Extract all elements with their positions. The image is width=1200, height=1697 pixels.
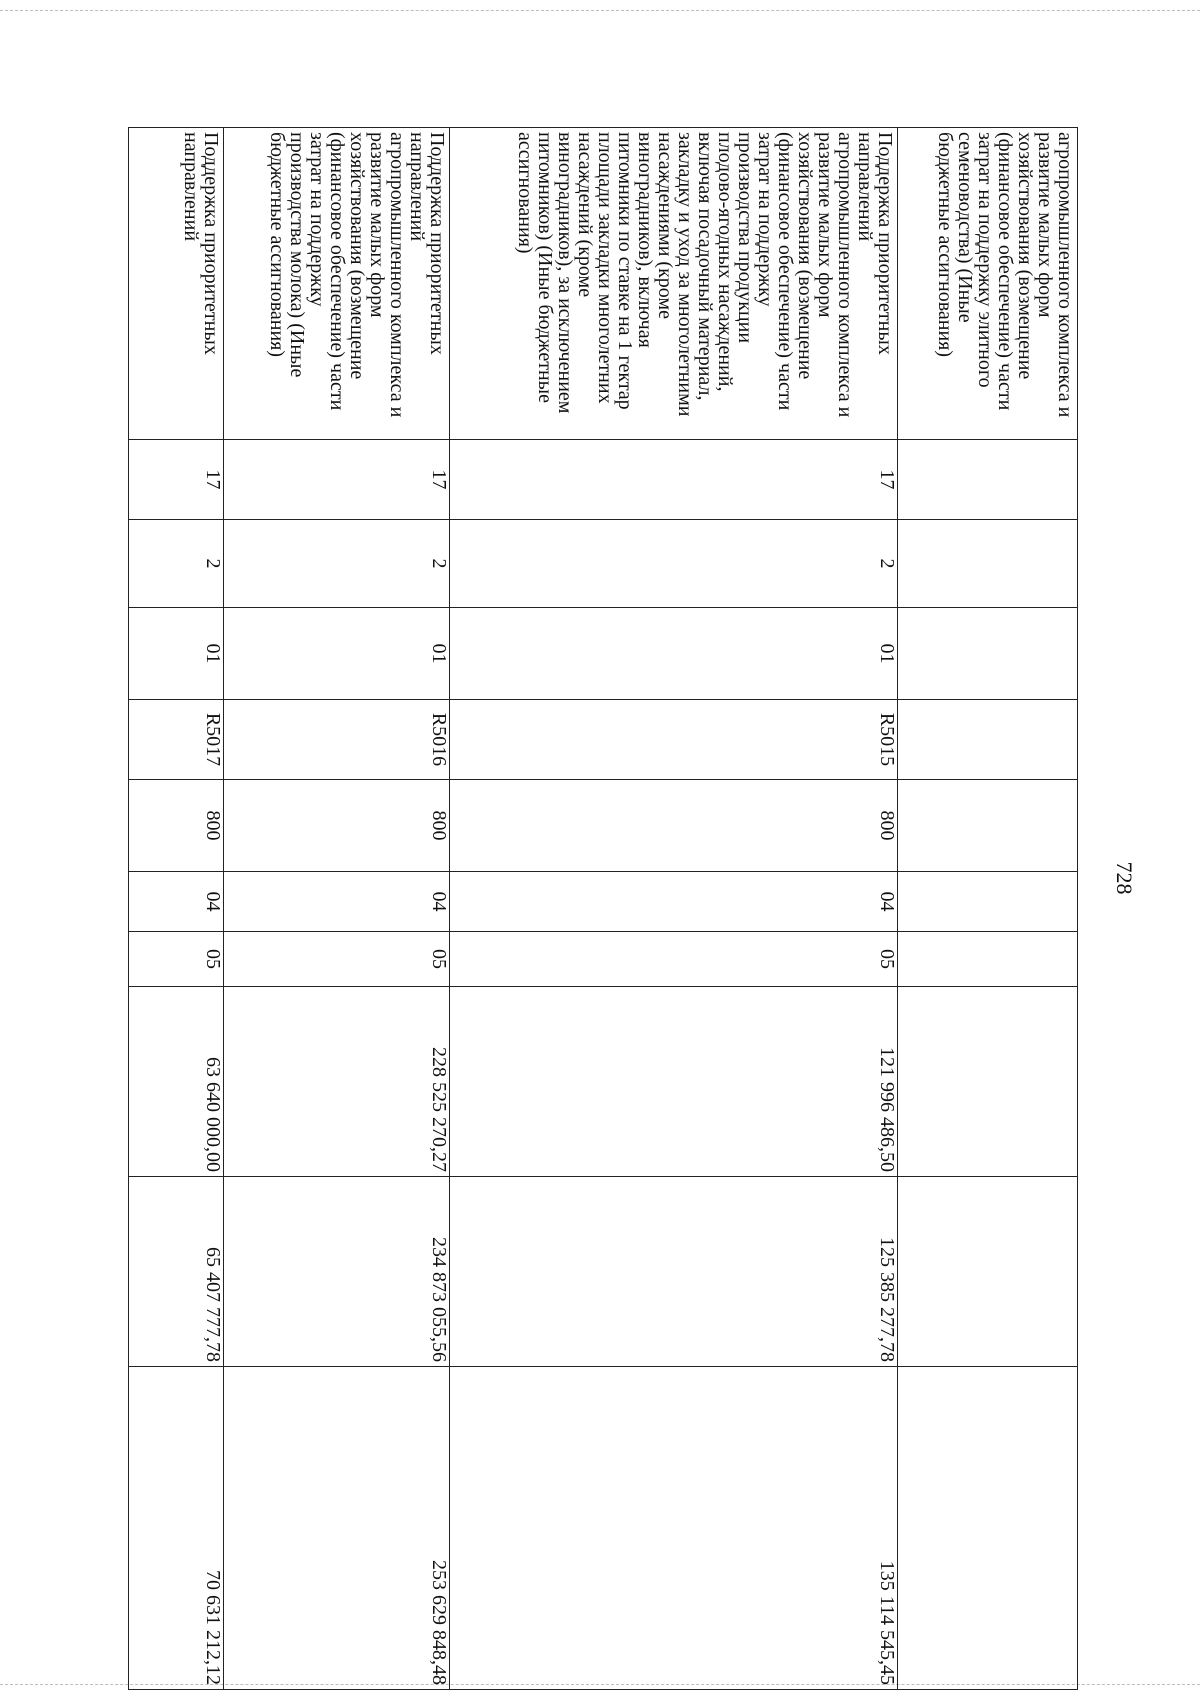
cell-main-activity [898,608,1078,700]
cell-subprogram: 2 [224,520,450,608]
row-name: Поддержка приоритетных направлений агропромышленного комплекса и развитие малых форм хозяйствования (возмещение (финансовое обеспечение) части затрат на поддержку производства молока) (Иные бюджетные ассигнования) [224,128,450,440]
cell-amount-3 [898,1367,1078,1690]
cell-subprogram: 2 [129,520,224,608]
cell-expense-type [898,780,1078,872]
cell-amount-3: 135 114 545,45 [450,1367,898,1690]
cell-direction: R5016 [224,700,450,780]
table-row [898,128,1078,1690]
cell-amount-2: 65 407 777,78 [129,1177,224,1367]
cell-amount-2: 125 385 277,78 [450,1177,898,1367]
table-row [129,128,224,1690]
cell-subsection: 05 [129,932,224,987]
row-name: Поддержка приоритетных направлений агропромышленного комплекса и развитие малых форм хозяйствования (возмещение (финансовое обеспечение) части затрат на поддержку производства продукции плодово-ягодных насаждений, включая посадочный материал, закладку и уход за многолетними насаждениями (кроме виноградников), включая питомники по ставке на 1 гектар площади закладки многолетних насаждений (кроме виноградников), за исключением питомников) (Иные бюджетные ассигнования) [450,128,898,440]
cell-direction: R5017 [129,700,224,780]
scan-top-edge [0,10,1200,11]
cell-direction [898,700,1078,780]
cell-section [898,872,1078,932]
cell-amount-1 [898,987,1078,1177]
cell-amount-1: 63 640 000,00 [129,987,224,1177]
cell-expense-type: 800 [450,780,898,872]
cell-main-activity: 01 [129,608,224,700]
cell-amount-2: 234 873 055,56 [224,1177,450,1367]
cell-program: 17 [224,440,450,520]
cell-section: 04 [450,872,898,932]
row-name: Поддержка приоритетных направлений [129,128,224,440]
rotated-table-wrapper [129,127,1078,1689]
row-name: агропромышленного комплекса и развитие малых форм хозяйствования (возмещение (финансовое обеспечение) части затрат на поддержку элитного семеноводства) (Иные бюджетные ассигнования) [898,128,1078,440]
cell-program: 17 [450,440,898,520]
cell-subprogram: 2 [450,520,898,608]
cell-expense-type: 800 [129,780,224,872]
cell-amount-2 [898,1177,1078,1367]
cell-subsection: 05 [224,932,450,987]
cell-section: 04 [224,872,450,932]
cell-subsection: 05 [450,932,898,987]
table-row [224,128,450,1690]
cell-amount-1: 121 996 486,50 [450,987,898,1177]
cell-amount-3: 253 629 848,48 [224,1367,450,1690]
cell-section: 04 [129,872,224,932]
cell-amount-3: 70 631 212,12 [129,1367,224,1690]
table-row [450,128,898,1690]
cell-subsection [898,932,1078,987]
cell-direction: R5015 [450,700,898,780]
page-number: 728 [1112,861,1137,895]
cell-main-activity: 01 [224,608,450,700]
cell-amount-1: 228 525 270,27 [224,987,450,1177]
cell-program [898,440,1078,520]
cell-expense-type: 800 [224,780,450,872]
budget-table [128,127,1078,1690]
cell-subprogram [898,520,1078,608]
cell-program: 17 [129,440,224,520]
cell-main-activity: 01 [450,608,898,700]
